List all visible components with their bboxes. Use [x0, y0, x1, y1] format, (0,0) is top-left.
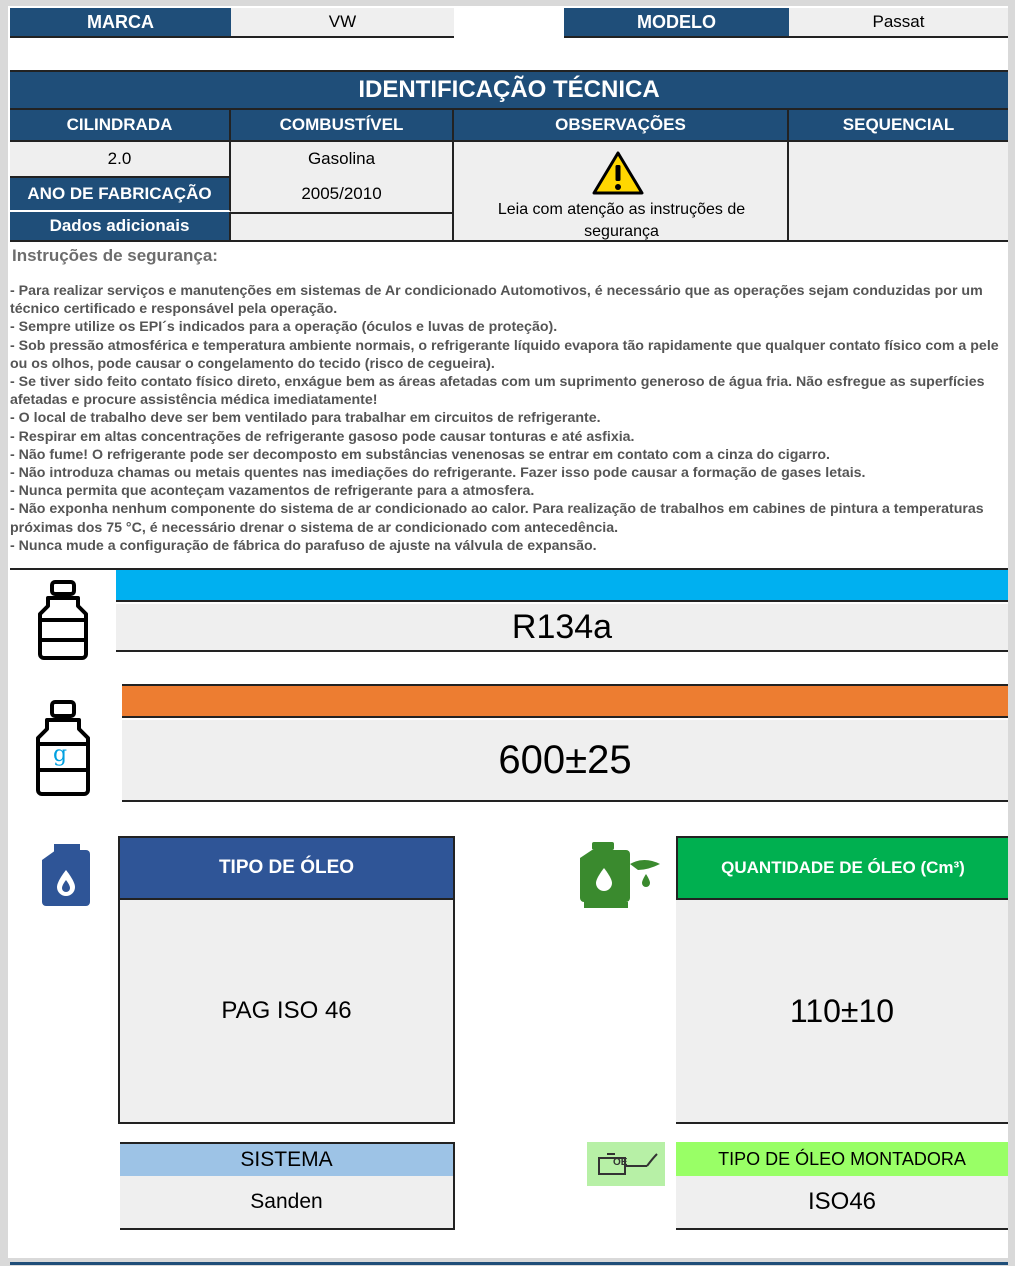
- safety-item: - Sob pressão atmosférica e temperatura ambiente normais, o refrigerante líquido evapora tão rapidamente que qualquer contato físico com a pele ou os olhos, pode causar o congelamento do tecido (risco de cegueira).: [10, 337, 999, 372]
- oil-quantity-value: 110±10: [676, 898, 1008, 1124]
- modelo-label: MODELO: [564, 8, 789, 38]
- sequencial-value: [789, 142, 1008, 242]
- oem-oil-label: TIPO DE ÓLEO MONTADORA: [676, 1142, 1008, 1176]
- oem-oil-icon-text: OE: [613, 1157, 628, 1168]
- safety-item: - Nunca permita que aconteçam vazamentos de refrigerante para a atmosfera.: [10, 483, 535, 500]
- safety-item: - Não fume! O refrigerante pode ser decomposto em substâncias venenosas se entrar em contato com a cinza do cigarro.: [10, 446, 830, 463]
- safety-item: - Nunca mude a configuração de fábrica do parafuso de ajuste na válvula de expansão.: [10, 537, 597, 554]
- safety-item: - Se tiver sido feito contato físico direto, enxágue bem as áreas afetadas com um suprimento generoso de água fria. Não esfregue as superfícies afetadas e procure assistência médica imediatamente!: [10, 374, 985, 409]
- observacoes-label: OBSERVAÇÕES: [454, 110, 789, 142]
- technical-title: IDENTIFICAÇÃO TÉCNICA: [10, 72, 1008, 110]
- dados-value: [231, 212, 454, 242]
- oil-type-label: TIPO DE ÓLEO: [118, 836, 455, 898]
- sequencial-label: SEQUENCIAL: [789, 110, 1008, 142]
- sistema-value: Sanden: [120, 1176, 455, 1230]
- charge-icon-letter: g: [53, 742, 68, 767]
- safety-list: [10, 282, 1006, 555]
- oil-type-value: PAG ISO 46: [118, 898, 455, 1124]
- ano-value: 2005/2010: [231, 176, 454, 212]
- marca-value: VW: [231, 8, 454, 38]
- oem-oil-icon-box: [587, 1142, 665, 1186]
- safety-item: - Sempre utilize os EPI´s indicados para a operação (óculos e luvas de proteção).: [10, 319, 558, 336]
- oem-oil-value: ISO46: [676, 1176, 1008, 1230]
- sistema-label: SISTEMA: [120, 1142, 455, 1176]
- observacoes-cell: [454, 142, 789, 242]
- frame-right: [1008, 0, 1015, 1266]
- safety-item: - Respirar em altas concentrações de refrigerante gasoso pode causar tonturas e até asfixia.: [10, 428, 635, 445]
- safety-title: Instruções de segurança:: [12, 246, 218, 265]
- combustivel-value: Gasolina: [231, 142, 454, 176]
- marca-label: MARCA: [10, 8, 231, 38]
- bottom-rule: [10, 1262, 1008, 1265]
- refrigerant-value: R134a: [116, 604, 1008, 652]
- warning-icon: [591, 150, 645, 196]
- oil-can-icon: [36, 838, 92, 906]
- charge-value: 600±25: [122, 720, 1008, 802]
- safety-item: - O local de trabalho deve ser bem ventilado para trabalhar em circuitos de refrigerante.: [10, 410, 601, 427]
- observacoes-text: Leia com atenção as instruções de segurança: [497, 201, 746, 240]
- cilindrada-value: 2.0: [10, 142, 231, 176]
- frame-top: [0, 0, 1015, 6]
- dados-label: Dados adicionais: [10, 212, 231, 242]
- modelo-value: Passat: [789, 8, 1008, 38]
- safety-item: - Não introduza chamas ou metais quentes nas imediações do refrigerante. Fazer isso pode causar a formação de gases letais.: [10, 465, 866, 482]
- charge-color-bar: [122, 686, 1008, 718]
- cilindrada-label: CILINDRADA: [10, 110, 231, 142]
- safety-item: - Não exponha nenhum componente do sistema de ar condicionado ao calor. Para realização de trabalhos em cabines de pintura a temperaturas próximas dos 75 °C, é necessário drenar o sistema de ar condicionado com antecedência.: [10, 501, 984, 536]
- refrigerant-bottle-icon: [36, 578, 90, 660]
- combustivel-label: COMBUSTÍVEL: [231, 110, 454, 142]
- oil-quantity-label: QUANTIDADE DE ÓLEO (Cm³): [676, 836, 1008, 898]
- ano-label: ANO DE FABRICAÇÃO: [10, 176, 231, 212]
- safety-item: - Para realizar serviços e manutenções em sistemas de Ar condicionado Automotivos, é necessário que as operações sejam conduzidas por um técnico certificado e responsável pela operação.: [10, 283, 983, 318]
- frame-left: [0, 0, 8, 1266]
- oil-quantity-icon: [576, 840, 664, 912]
- refrigerant-color-bar: [116, 570, 1008, 602]
